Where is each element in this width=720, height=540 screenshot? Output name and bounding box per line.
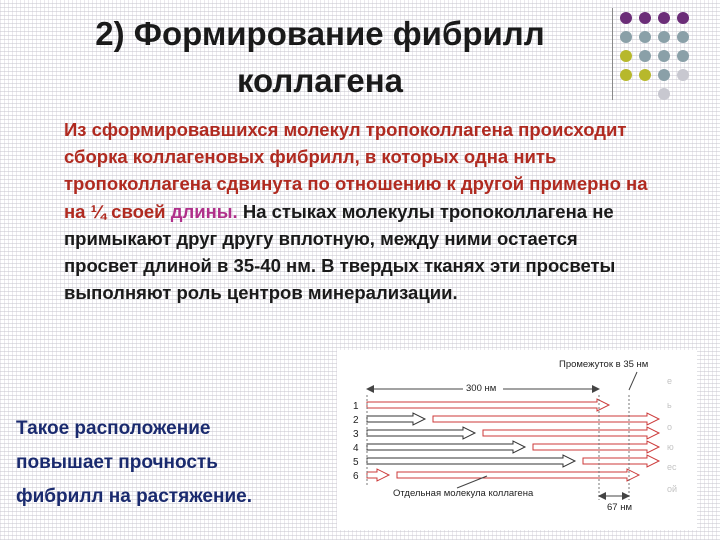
gap-label: Промежуток в 35 нм — [559, 359, 649, 370]
row-2-arrows — [367, 413, 659, 425]
row-number: 1 — [353, 401, 359, 412]
faint-background-text — [667, 376, 677, 494]
decorative-dot — [620, 69, 632, 81]
collagen-fibril-diagram — [337, 350, 697, 530]
red-arrow — [397, 469, 639, 481]
decorative-dot — [639, 31, 651, 43]
svg-text:ес: ес — [667, 462, 677, 472]
row-6-arrows — [367, 469, 639, 481]
decorative-dot — [639, 50, 651, 62]
paragraph-red-text: Из сформировавшихся молекул тропоколлагена происходит сборка коллагеновых фибрилл, в которых одна нить тропоколлагена сдвинута по отношению к другой примерно на на ¼ своей — [64, 119, 648, 222]
conclusion-note — [16, 412, 336, 514]
svg-text:е: е — [667, 376, 673, 386]
decorative-dot — [677, 12, 689, 24]
row-number: 2 — [353, 415, 359, 426]
decorative-dot — [620, 88, 632, 100]
row-4-arrows — [367, 441, 659, 453]
svg-text:ой: ой — [667, 484, 678, 494]
title-divider — [612, 8, 613, 100]
decorative-dot — [658, 69, 670, 81]
decorative-dot — [639, 12, 651, 24]
decorative-dot — [639, 88, 651, 100]
red-arrow — [367, 399, 609, 411]
paragraph-dark-text: На стыках молекулы тропоколлагена не примыкают друг другу вплотную, между ними остается просвет длиной в 35-40 нм. В твердых тканях эти просветы выполняют роль центров минерализации. — [64, 200, 616, 304]
molecule-label: Отдельная молекула коллагена — [393, 488, 534, 499]
decorative-dot — [677, 88, 689, 100]
red-arrow — [533, 441, 659, 453]
svg-text:ь: ь — [667, 400, 672, 410]
fibril-diagram-svg — [337, 350, 697, 530]
gap-label-leader — [629, 372, 637, 390]
decorative-dot — [658, 12, 670, 24]
overlap-label: 67 нм — [607, 502, 632, 513]
note-line: фибрилл на растяжение. — [16, 486, 252, 507]
red-arrow — [583, 455, 659, 467]
row-number: 3 — [353, 429, 359, 440]
row-number: 4 — [353, 443, 359, 454]
decorative-dot — [658, 50, 670, 62]
row-5-arrows — [367, 455, 659, 467]
decorative-dot — [658, 31, 670, 43]
gray-arrow — [367, 455, 575, 467]
decorative-dot — [677, 50, 689, 62]
slide-title: 2) Формирование фибрилл коллагена — [95, 15, 545, 99]
row-number: 6 — [353, 471, 359, 482]
row-number: 5 — [353, 457, 359, 468]
red-arrow — [367, 469, 389, 481]
decorative-dot — [620, 50, 632, 62]
gray-arrow — [367, 427, 475, 439]
decorative-dot — [620, 31, 632, 43]
decorative-dot — [658, 88, 670, 100]
decorative-dot — [677, 31, 689, 43]
decorative-dot — [620, 12, 632, 24]
main-paragraph — [64, 116, 654, 306]
row-3-arrows — [367, 427, 659, 439]
decorative-dots — [620, 12, 692, 103]
decorative-dot — [639, 69, 651, 81]
red-arrow — [433, 413, 659, 425]
red-arrow — [483, 427, 659, 439]
decorative-dot — [677, 69, 689, 81]
svg-text:о: о — [667, 422, 673, 432]
length-label: 300 нм — [466, 383, 497, 394]
gray-arrow — [367, 413, 425, 425]
row-1-arrows — [367, 399, 609, 411]
gray-arrow — [367, 441, 525, 453]
note-line: Такое расположение — [16, 418, 211, 439]
paragraph-purple-text: длины. — [170, 200, 238, 222]
note-line: повышает прочность — [16, 452, 218, 473]
svg-text:ю: ю — [667, 442, 674, 452]
